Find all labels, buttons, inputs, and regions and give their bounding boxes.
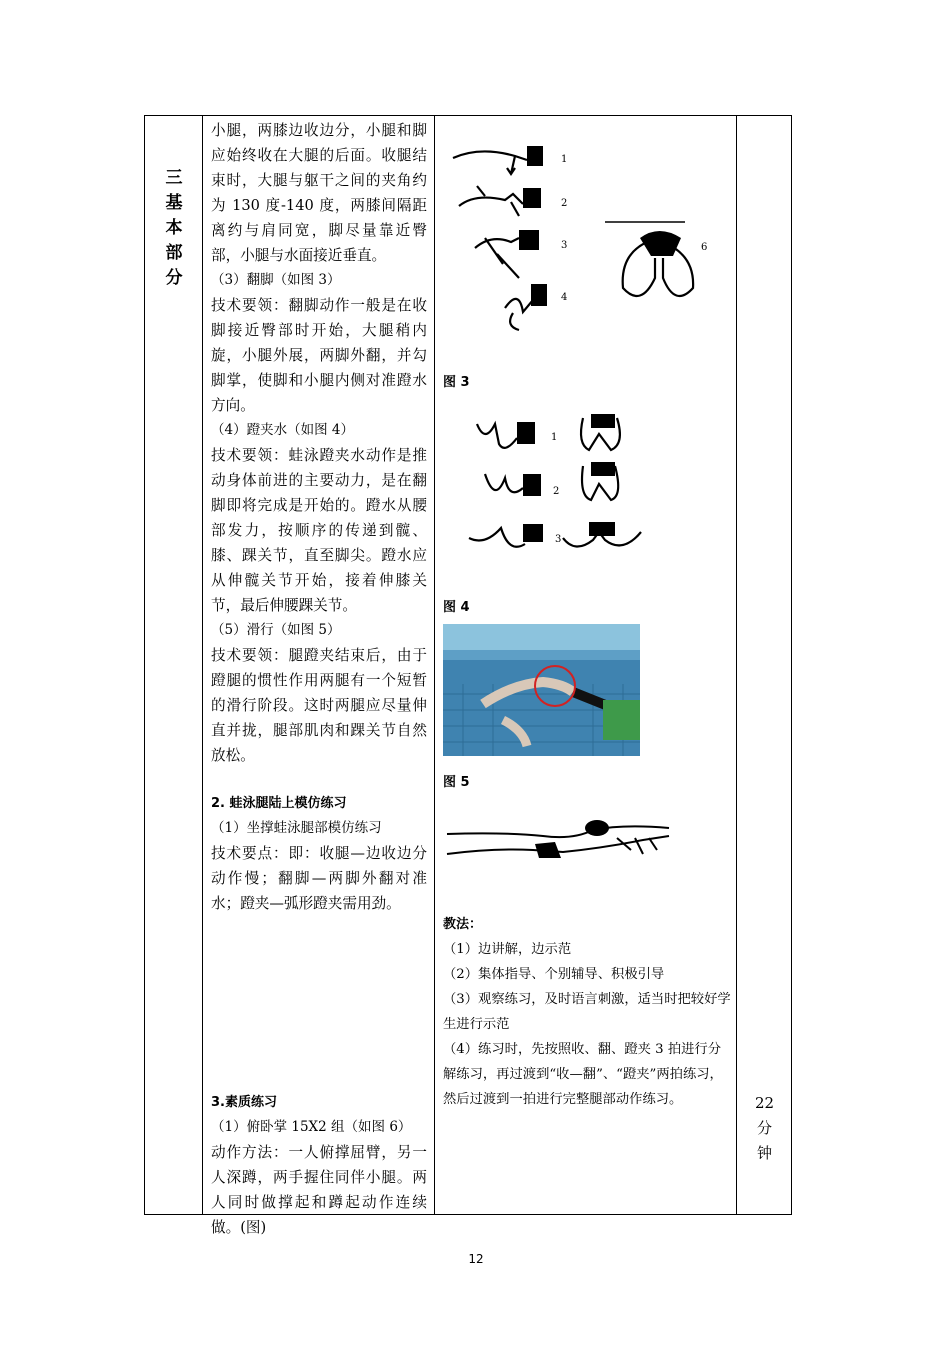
- figure-4-label: 3: [555, 534, 562, 545]
- technique-text-block: [211, 118, 427, 768]
- page-number: 12: [468, 1252, 484, 1266]
- underwater-swimmer-photo: [443, 624, 640, 756]
- huaxing-text: 技术要领：腿蹬夹结束后，由于蹬腿的惯性作用两腿有一个短暂的滑行阶段。这时两腿应尽量伸直并拢，腿部肌肉和踝关节自然放松。: [211, 647, 427, 764]
- duration-char: 分: [756, 1119, 772, 1137]
- fanjiao-title: （3）翻脚（如图 3）: [211, 272, 341, 288]
- duration-char: 钟: [756, 1144, 772, 1162]
- figure-5-caption: 图 5: [443, 775, 470, 790]
- section-char: 基: [165, 193, 183, 213]
- fitness-heading: 3.素质练习: [211, 1095, 277, 1110]
- figure-4-label: 2: [553, 486, 560, 497]
- huaxing-title: （5）滑行（如图 5）: [211, 622, 341, 638]
- content-column: [203, 116, 435, 1236]
- intro-paragraph: 小腿，两膝边收边分，小腿和脚应始终收在大腿的后面。收腿结束时，大腿与躯干之间的夹角约为 130 度-140 度，两膝间隔距离约与肩同宽，脚尽量靠近臀部，小腿与水面接近垂直。: [211, 122, 427, 264]
- figure-3-label: 1: [561, 154, 568, 165]
- duration-column: [737, 116, 792, 1214]
- section-char: 部: [165, 243, 183, 263]
- section-column: [145, 116, 203, 1214]
- method-title: 教法：: [443, 917, 483, 932]
- section-title: [145, 166, 203, 291]
- method-item: （4）练习时，先按照收、翻、蹬夹 3 拍进行分解练习，再过渡到“收—翻”、“蹬夹”两拍练习，然后过渡到一拍进行完整腿部动作练习。: [443, 1042, 723, 1107]
- figure-4-illustration: [465, 404, 665, 576]
- figure-3-label: 6: [701, 242, 708, 253]
- section-char: 分: [165, 268, 183, 288]
- figure-4-label: 1: [551, 432, 558, 443]
- zuocheng-text: 技术要点：即：收腿—边收边分动作慢；翻脚—两脚外翻对准水；蹬夹—弧形蹬夹需用劲。: [211, 845, 427, 912]
- dengjia-text: 技术要领：蛙泳蹬夹水动作是推动身体前进的主要动力，是在翻脚即将完成是开始的。蹬水从腰部发力，按顺序的传递到髋、膝、踝关节，直至脚尖。蹬水应从伸髋关节开始，接着伸膝关节，最后伸腰踝关节。: [211, 447, 427, 614]
- duration-char: 22: [754, 1094, 775, 1112]
- figure-3-illustration: [445, 138, 708, 333]
- duration-text: [737, 1091, 792, 1166]
- fanjiao-text: 技术要领：翻脚动作一般是在收脚接近臀部时开始，大腿稍内旋，小腿外展，两脚外翻，并勾脚掌，使脚和小腿内侧对准蹬水方向。: [211, 297, 427, 414]
- lesson-plan-table: [144, 115, 792, 1236]
- figure-3-label: 3: [561, 240, 568, 251]
- figure-3-caption: 图 3: [443, 375, 470, 390]
- fuwo-title: （1）俯卧掌 15X2 组（如图 6）: [211, 1119, 412, 1135]
- fuwo-text: 动作方法：一人俯撑屈臂，另一人深蹲，两手握住同伴小腿。两人同时做撑起和蹲起动作连续做。(图): [211, 1144, 427, 1236]
- zuocheng-title: （1）坐撑蛙泳腿部模仿练习: [211, 820, 382, 836]
- land-practice-heading: 2. 蛙泳腿陆上模仿练习: [211, 796, 347, 811]
- fitness-practice-block: [211, 1090, 427, 1240]
- figure-6-illustration: [443, 814, 673, 874]
- teaching-methods-block: [443, 912, 731, 1112]
- method-item: （2）集体指导、个别辅导、积极引导: [443, 967, 665, 982]
- figure-3-label: 2: [561, 198, 568, 209]
- figure-3-label: 4: [561, 292, 568, 303]
- illustration-column: [435, 116, 737, 1214]
- section-char: 本: [165, 218, 183, 238]
- section-char: 三: [165, 168, 183, 188]
- land-practice-block: [211, 791, 427, 916]
- method-item: （1）边讲解，边示范: [443, 942, 572, 957]
- dengjia-title: （4）蹬夹水（如图 4）: [211, 422, 354, 438]
- figure-4-caption: 图 4: [443, 600, 470, 615]
- method-item: （3）观察练习，及时语言刺激，适当时把较好学生进行示范: [443, 992, 731, 1032]
